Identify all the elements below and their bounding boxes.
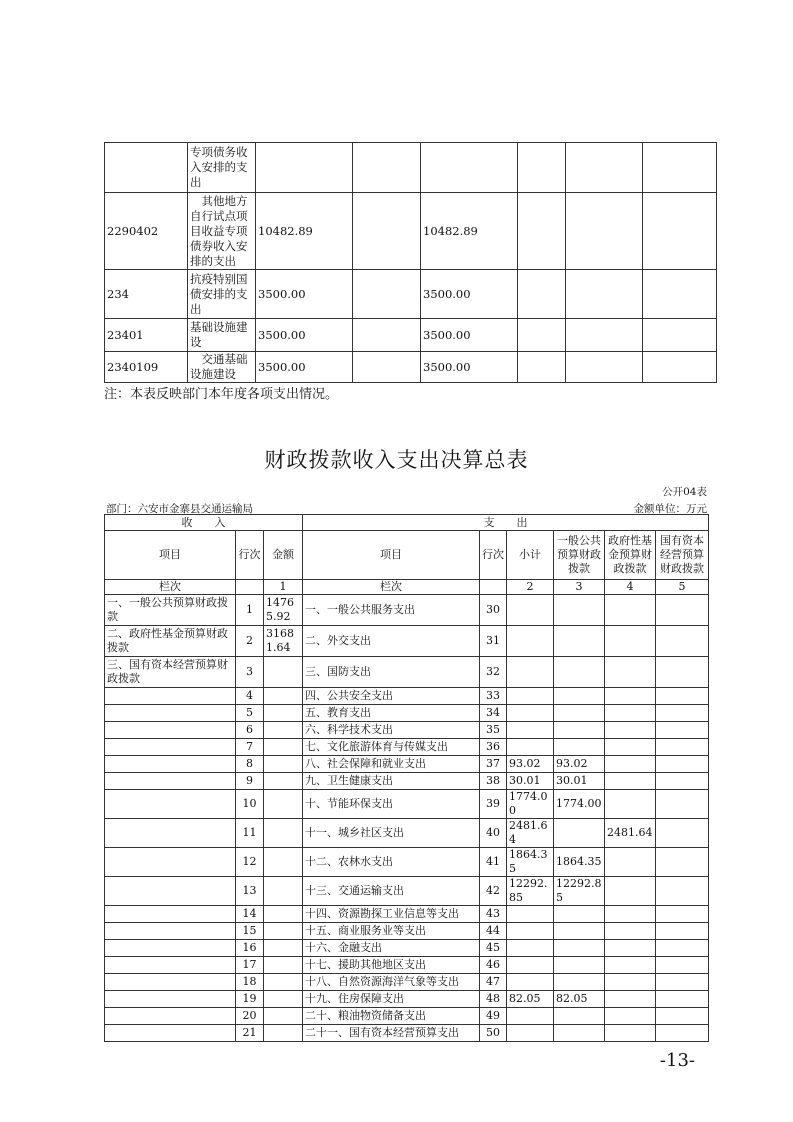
cell-income-row: 10 — [236, 790, 264, 819]
cell-fund — [605, 991, 656, 1008]
table-row — [105, 848, 709, 877]
cell-income-item — [105, 1008, 236, 1025]
lanci-2: 2 — [507, 580, 554, 595]
table-row — [105, 352, 717, 383]
cell — [518, 143, 566, 193]
cell-income-row: 21 — [236, 1025, 264, 1042]
cell-income-item — [105, 773, 236, 790]
cell-expense-row: 40 — [480, 819, 507, 848]
cell-subtotal — [507, 705, 554, 722]
cell-income-amount — [264, 688, 303, 705]
cell-state — [656, 595, 709, 626]
cell-fund — [605, 626, 656, 657]
cell-state — [656, 688, 709, 705]
cell-income-amount: 14765.92 — [264, 595, 303, 626]
table-row — [105, 319, 717, 352]
cell-income-item — [105, 688, 236, 705]
cell-general: 82.05 — [554, 991, 605, 1008]
cell-expense-item: 四、公共安全支出 — [303, 688, 480, 705]
cell-state — [656, 974, 709, 991]
cell-subtotal: 2481.64 — [507, 819, 554, 848]
cell-subtotal — [507, 940, 554, 957]
cell — [518, 319, 566, 352]
cell-subtotal: 1864.35 — [507, 848, 554, 877]
cell-state — [656, 722, 709, 739]
cell-state — [656, 877, 709, 906]
cell-fund — [605, 722, 656, 739]
cell — [353, 193, 421, 270]
cell-income-item — [105, 739, 236, 756]
table-row — [105, 773, 709, 790]
cell-income-row: 3 — [236, 657, 264, 688]
cell-expense-item: 十七、援助其他地区支出 — [303, 957, 480, 974]
cell-income-row: 8 — [236, 756, 264, 773]
cell-income-amount — [264, 1025, 303, 1042]
cell-expense-row: 37 — [480, 756, 507, 773]
cell: 3500.00 — [421, 352, 518, 383]
cell-income-row: 2 — [236, 626, 264, 657]
table-row — [105, 923, 709, 940]
cell-expense-row: 47 — [480, 974, 507, 991]
cell-income-amount — [264, 657, 303, 688]
cell-state — [656, 957, 709, 974]
cell-income-item — [105, 848, 236, 877]
cell-fund — [605, 1008, 656, 1025]
page-number: -13- — [659, 1050, 695, 1071]
cell — [480, 580, 507, 595]
cell-general — [554, 739, 605, 756]
cell-subtotal — [507, 1025, 554, 1042]
cell-income-row: 15 — [236, 923, 264, 940]
cell-subtotal — [507, 657, 554, 688]
cell-general — [554, 688, 605, 705]
cell-income-item — [105, 1025, 236, 1042]
cell-expense-item: 十五、商业服务业等支出 — [303, 923, 480, 940]
cell-general — [554, 626, 605, 657]
cell-expense-item: 六、科学技术支出 — [303, 722, 480, 739]
cell-state — [656, 991, 709, 1008]
cell-state — [656, 773, 709, 790]
cell-general: 30.01 — [554, 773, 605, 790]
cell — [353, 352, 421, 383]
cell-expense-item: 十八、自然资源海洋气象等支出 — [303, 974, 480, 991]
cell-state — [656, 756, 709, 773]
cell-income-row: 7 — [236, 739, 264, 756]
cell — [643, 319, 717, 352]
cell — [353, 143, 421, 193]
cell-income-item — [105, 790, 236, 819]
cell — [566, 319, 643, 352]
cell-subtotal — [507, 906, 554, 923]
cell-income-amount — [264, 722, 303, 739]
cell-expense-row: 42 — [480, 877, 507, 906]
cell-income-item — [105, 957, 236, 974]
lanci-3: 3 — [554, 580, 605, 595]
cell-income-item — [105, 906, 236, 923]
cell-general — [554, 722, 605, 739]
cell-income-item — [105, 974, 236, 991]
cell-income-amount — [264, 1008, 303, 1025]
cell-expense-item: 二十一、国有资本经营预算支出 — [303, 1025, 480, 1042]
cell — [421, 143, 518, 193]
col-item2: 项目 — [303, 531, 480, 580]
cell-expense-item: 十九、住房保障支出 — [303, 991, 480, 1008]
cell — [518, 352, 566, 383]
cell-expense-row: 41 — [480, 848, 507, 877]
cell-state — [656, 1025, 709, 1042]
cell-state — [656, 906, 709, 923]
table-code: 公开04表 — [662, 486, 707, 498]
cell — [236, 580, 264, 595]
cell — [643, 193, 717, 270]
expense-detail-table — [104, 142, 717, 383]
cell-income-row: 13 — [236, 877, 264, 906]
lanci-row — [105, 580, 709, 595]
cell-expense-row: 45 — [480, 940, 507, 957]
cell-general — [554, 957, 605, 974]
cell-item: 其他地方自行试点项目收益专项债券收入安排的支出 — [188, 193, 256, 270]
table-row — [105, 940, 709, 957]
cell-state — [656, 739, 709, 756]
lanci-label: 栏次 — [303, 580, 480, 595]
cell-fund — [605, 1025, 656, 1042]
cell-expense-item: 八、社会保障和就业支出 — [303, 756, 480, 773]
cell-income-item — [105, 991, 236, 1008]
cell-item: 专项债务收入安排的支出 — [188, 143, 256, 193]
cell-subtotal — [507, 974, 554, 991]
cell-income-row: 16 — [236, 940, 264, 957]
cell-fund — [605, 923, 656, 940]
cell-income-amount — [264, 906, 303, 923]
cell-general — [554, 923, 605, 940]
cell — [353, 319, 421, 352]
cell-fund — [605, 657, 656, 688]
cell-expense-row: 43 — [480, 906, 507, 923]
cell-income-amount — [264, 877, 303, 906]
cell-subtotal: 30.01 — [507, 773, 554, 790]
cell-item: 抗疫特别国债安排的支出 — [188, 270, 256, 319]
cell-income-row: 18 — [236, 974, 264, 991]
table-note: 注：本表反映部门本年度各项支出情况。 — [104, 387, 339, 402]
cell-fund — [605, 877, 656, 906]
cell-income-row: 6 — [236, 722, 264, 739]
expense-header: 支 出 — [303, 515, 709, 531]
cell — [643, 352, 717, 383]
cell-income-amount: 31681.64 — [264, 626, 303, 657]
col-amount: 金额 — [264, 531, 303, 580]
cell-total — [256, 143, 353, 193]
table-row — [105, 595, 709, 626]
unit-label: 金额单位：万元 — [633, 503, 707, 515]
cell-expense-item: 十一、城乡社区支出 — [303, 819, 480, 848]
cell-subtotal — [507, 688, 554, 705]
cell-income-amount — [264, 974, 303, 991]
table-row — [105, 877, 709, 906]
cell-general — [554, 595, 605, 626]
cell-fund — [605, 688, 656, 705]
cell-item: 基础设施建设 — [188, 319, 256, 352]
cell-expense-item: 二、外交支出 — [303, 626, 480, 657]
cell-income-row: 14 — [236, 906, 264, 923]
cell-expense-item: 三、国防支出 — [303, 657, 480, 688]
cell-state — [656, 848, 709, 877]
table-row — [105, 974, 709, 991]
cell-expense-item: 十、节能环保支出 — [303, 790, 480, 819]
cell-income-item: 三、国有资本经营预算财政拨款 — [105, 657, 236, 688]
cell-fund — [605, 705, 656, 722]
cell-subtotal: 82.05 — [507, 991, 554, 1008]
cell-subtotal: 1774.00 — [507, 790, 554, 819]
cell-income-amount — [264, 819, 303, 848]
cell-state — [656, 819, 709, 848]
col-general: 一般公共预算财政拨款 — [554, 531, 605, 580]
table-row — [105, 1025, 709, 1042]
cell-general — [554, 906, 605, 923]
cell-general — [554, 974, 605, 991]
header-row — [105, 531, 709, 580]
cell-fund — [605, 756, 656, 773]
cell-subtotal — [507, 595, 554, 626]
cell-income-amount — [264, 790, 303, 819]
col-row2: 行次 — [480, 531, 507, 580]
cell-income-amount — [264, 756, 303, 773]
cell-income-item — [105, 756, 236, 773]
cell-total: 3500.00 — [256, 270, 353, 319]
cell — [566, 143, 643, 193]
cell-expense-item: 十四、资源勘探工业信息等支出 — [303, 906, 480, 923]
col-state: 国有资本经营预算财政拨款 — [656, 531, 709, 580]
table-row — [105, 688, 709, 705]
cell-state — [656, 790, 709, 819]
cell-fund — [605, 957, 656, 974]
cell-income-row: 12 — [236, 848, 264, 877]
cell-income-row: 9 — [236, 773, 264, 790]
cell-income-row: 20 — [236, 1008, 264, 1025]
cell-income-amount — [264, 773, 303, 790]
table-row — [105, 790, 709, 819]
cell-income-item — [105, 705, 236, 722]
fiscal-summary-table — [104, 514, 709, 1042]
cell-expense-row: 38 — [480, 773, 507, 790]
cell-income-amount — [264, 739, 303, 756]
table-row — [105, 193, 717, 270]
cell — [566, 193, 643, 270]
department-label: 部门：六安市金寨县交通运输局 — [106, 503, 253, 515]
cell-expense-item: 十六、金融支出 — [303, 940, 480, 957]
cell-general: 12292.85 — [554, 877, 605, 906]
lanci-1: 1 — [264, 580, 303, 595]
cell-income-row: 1 — [236, 595, 264, 626]
cell — [643, 143, 717, 193]
cell — [518, 270, 566, 319]
cell-income-row: 4 — [236, 688, 264, 705]
cell-expense-row: 36 — [480, 739, 507, 756]
cell-income-amount — [264, 923, 303, 940]
cell-state — [656, 923, 709, 940]
cell-expense-item: 十二、农林水支出 — [303, 848, 480, 877]
cell-general: 1774.00 — [554, 790, 605, 819]
table-row — [105, 626, 709, 657]
cell-expense-row: 44 — [480, 923, 507, 940]
cell-item: 交通基础设施建设 — [188, 352, 256, 383]
cell-income-item: 二、政府性基金预算财政拨款 — [105, 626, 236, 657]
cell-expense-row: 35 — [480, 722, 507, 739]
col-fund: 政府性基金预算财政拨款 — [605, 531, 656, 580]
cell-code: 2290402 — [105, 193, 188, 270]
cell — [566, 352, 643, 383]
cell-total: 10482.89 — [256, 193, 353, 270]
lanci-4: 4 — [605, 580, 656, 595]
cell-general — [554, 657, 605, 688]
cell-expense-row: 33 — [480, 688, 507, 705]
cell-expense-item: 七、文化旅游体育与传媒支出 — [303, 739, 480, 756]
cell-expense-row: 48 — [480, 991, 507, 1008]
cell-expense-item: 一、一般公共服务支出 — [303, 595, 480, 626]
cell-income-amount — [264, 957, 303, 974]
cell-general — [554, 1025, 605, 1042]
cell-fund — [605, 848, 656, 877]
cell-general — [554, 819, 605, 848]
table-row — [105, 906, 709, 923]
table-row — [105, 143, 717, 193]
table-row — [105, 756, 709, 773]
cell — [643, 270, 717, 319]
col-row: 行次 — [236, 531, 264, 580]
cell — [518, 193, 566, 270]
cell-fund — [605, 906, 656, 923]
cell-subtotal — [507, 957, 554, 974]
cell-state — [656, 705, 709, 722]
cell-income-amount — [264, 991, 303, 1008]
cell-subtotal — [507, 1008, 554, 1025]
cell-expense-item: 二十、粮油物资储备支出 — [303, 1008, 480, 1025]
header-row — [105, 515, 709, 531]
cell-general: 93.02 — [554, 756, 605, 773]
cell-code: 23401 — [105, 319, 188, 352]
lanci-label: 栏次 — [105, 580, 236, 595]
page-title: 财政拨款收入支出决算总表 — [264, 448, 529, 472]
cell: 10482.89 — [421, 193, 518, 270]
cell-expense-row: 49 — [480, 1008, 507, 1025]
table-row — [105, 991, 709, 1008]
cell-income-row: 11 — [236, 819, 264, 848]
cell-general — [554, 705, 605, 722]
cell — [566, 270, 643, 319]
cell-fund — [605, 595, 656, 626]
cell-state — [656, 1008, 709, 1025]
cell-subtotal — [507, 722, 554, 739]
cell-income-row: 17 — [236, 957, 264, 974]
cell-expense-row: 32 — [480, 657, 507, 688]
cell-income-row: 5 — [236, 705, 264, 722]
cell-total: 3500.00 — [256, 352, 353, 383]
table-row — [105, 819, 709, 848]
cell-code: 234 — [105, 270, 188, 319]
table-row — [105, 705, 709, 722]
cell-income-item — [105, 940, 236, 957]
cell-subtotal — [507, 739, 554, 756]
cell-income-item — [105, 819, 236, 848]
cell-subtotal — [507, 626, 554, 657]
cell-fund — [605, 974, 656, 991]
cell-income-amount — [264, 940, 303, 957]
cell-subtotal: 93.02 — [507, 756, 554, 773]
cell-expense-row: 34 — [480, 705, 507, 722]
table-row — [105, 1008, 709, 1025]
col-subtotal: 小计 — [507, 531, 554, 580]
table-row — [105, 957, 709, 974]
cell-fund — [605, 940, 656, 957]
cell — [353, 270, 421, 319]
cell-income-amount — [264, 848, 303, 877]
cell-general: 1864.35 — [554, 848, 605, 877]
cell-income-item — [105, 877, 236, 906]
cell-fund: 2481.64 — [605, 819, 656, 848]
col-item: 项目 — [105, 531, 236, 580]
cell-subtotal: 12292.85 — [507, 877, 554, 906]
cell-general — [554, 940, 605, 957]
cell-fund — [605, 739, 656, 756]
cell-general — [554, 1008, 605, 1025]
cell-expense-item: 五、教育支出 — [303, 705, 480, 722]
cell-total: 3500.00 — [256, 319, 353, 352]
cell-expense-row: 39 — [480, 790, 507, 819]
cell-income-amount — [264, 705, 303, 722]
table-row — [105, 270, 717, 319]
cell-income-item: 一、一般公共预算财政拨款 — [105, 595, 236, 626]
cell-expense-item: 九、卫生健康支出 — [303, 773, 480, 790]
cell-fund — [605, 773, 656, 790]
cell-state — [656, 626, 709, 657]
cell-income-item — [105, 722, 236, 739]
table-row — [105, 657, 709, 688]
cell-state — [656, 657, 709, 688]
cell-expense-row: 30 — [480, 595, 507, 626]
cell-expense-row: 31 — [480, 626, 507, 657]
cell-state — [656, 940, 709, 957]
income-header: 收 入 — [105, 515, 303, 531]
table-row — [105, 739, 709, 756]
cell-subtotal — [507, 923, 554, 940]
cell-code: 2340109 — [105, 352, 188, 383]
table-row — [105, 722, 709, 739]
lanci-5: 5 — [656, 580, 709, 595]
cell-income-row: 19 — [236, 991, 264, 1008]
cell-expense-item: 十三、交通运输支出 — [303, 877, 480, 906]
cell-code — [105, 143, 188, 193]
cell-expense-row: 50 — [480, 1025, 507, 1042]
cell: 3500.00 — [421, 319, 518, 352]
cell-expense-row: 46 — [480, 957, 507, 974]
cell: 3500.00 — [421, 270, 518, 319]
cell-income-item — [105, 923, 236, 940]
cell-fund — [605, 790, 656, 819]
